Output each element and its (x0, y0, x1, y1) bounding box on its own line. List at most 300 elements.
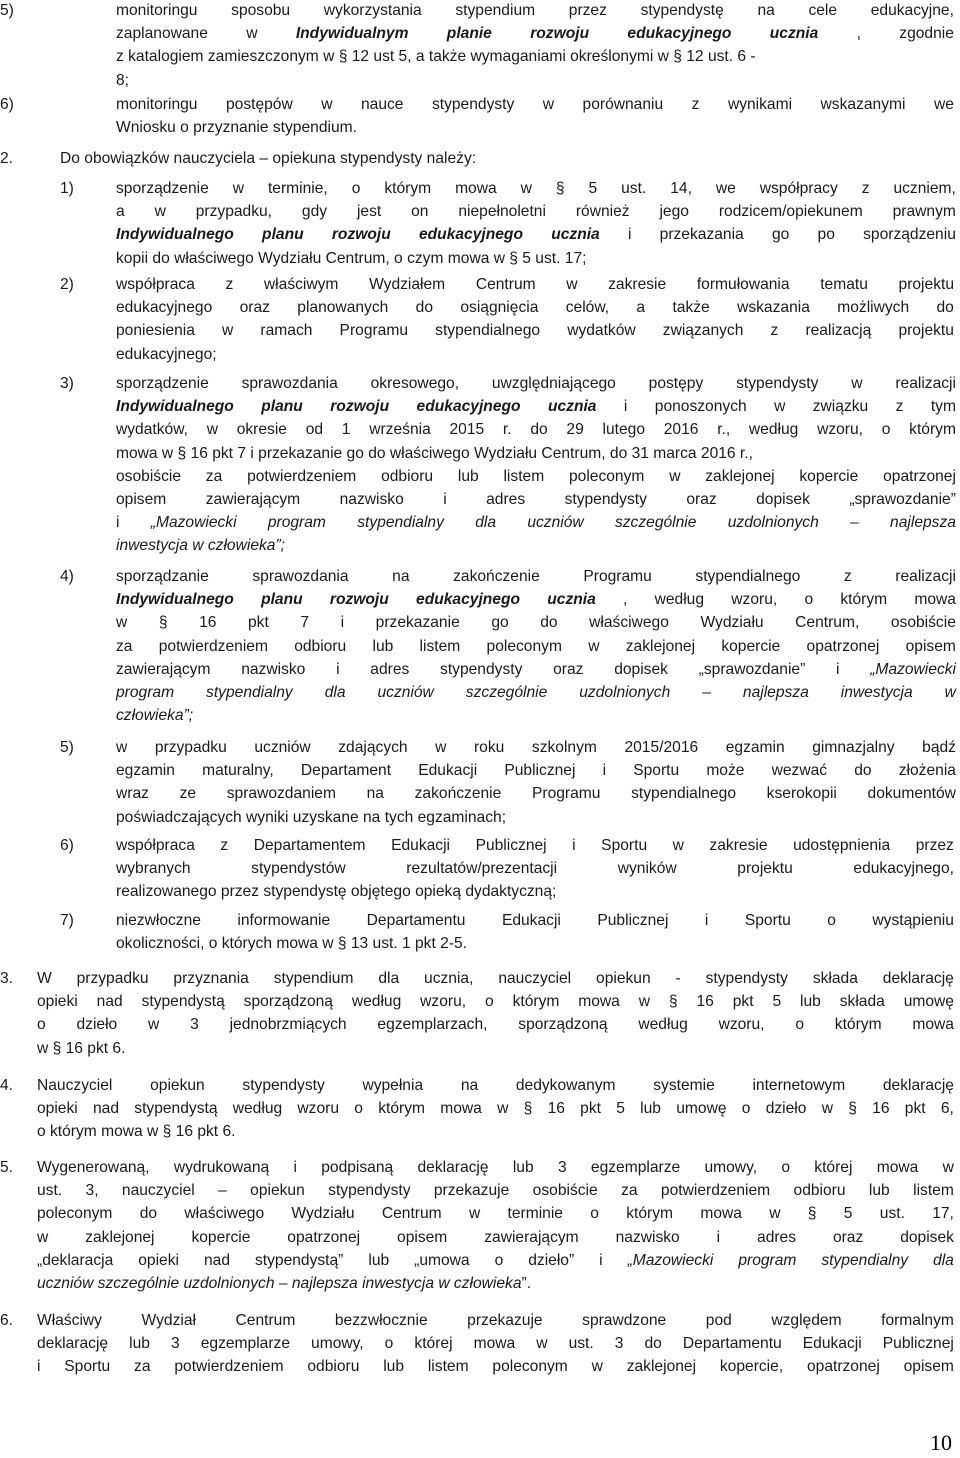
text-run: odbioru (793, 1182, 846, 1200)
text-run: program (267, 514, 326, 532)
text-line (116, 70, 954, 93)
text-run: w (206, 421, 218, 439)
text-run: jego (659, 203, 689, 221)
text-run: rezultatów/prezentacji (406, 860, 558, 878)
text-run: zakresie (709, 837, 768, 854)
text-run: dla (324, 684, 346, 701)
text-run: kopercie (721, 637, 781, 655)
text-run: okresie (236, 421, 287, 439)
list-number: 3. (0, 970, 14, 987)
text-run: egzemplarze (590, 1159, 681, 1176)
text-run: listem (419, 637, 461, 655)
text-run: edukacyjne, (870, 2, 954, 19)
text-run: poświadczających wyniki uzyskane na tych egzaminach; (116, 808, 507, 826)
text-run: i (293, 1159, 297, 1176)
text-run: dokumentów (867, 785, 956, 803)
text-run: Edukacji (802, 1335, 862, 1353)
text-run: sprawozdania (241, 375, 338, 392)
text-run: składa (839, 993, 885, 1011)
text-run: Publicznej (882, 1335, 954, 1353)
text-run: egzemplarze (200, 1335, 290, 1353)
text-run: Sportu (601, 837, 648, 854)
text-run: mowa (912, 1016, 954, 1034)
text-run: za (621, 1182, 638, 1200)
text-line (37, 1356, 954, 1379)
text-run: deklarację (37, 1335, 109, 1353)
text-run: r. (502, 421, 512, 439)
text-run: „deklaracja (37, 1251, 114, 1269)
text-run: ust. (568, 1335, 594, 1353)
text-run: zaklejonej (625, 637, 696, 655)
text-run: pkt (248, 614, 269, 632)
text-run: - (675, 970, 681, 987)
text-run: maturalny, (202, 762, 274, 780)
text-run: mowa (578, 993, 620, 1011)
text-run: dopisek (614, 660, 668, 678)
text-run: lub (457, 467, 479, 485)
text-run: kopercie, (719, 1358, 784, 1376)
text-run: planie (446, 25, 492, 43)
text-run: 17, (932, 1205, 954, 1223)
text-run: poleconym (568, 467, 645, 485)
text-run: realizacją (805, 322, 872, 340)
text-run: o (781, 1159, 791, 1176)
text-run: w (942, 1159, 954, 1176)
text-run: uzdolnionych (579, 684, 671, 701)
text-run: planu (262, 226, 304, 244)
text-run: w (468, 1205, 481, 1223)
text-line (37, 1157, 954, 1180)
text-run: § (158, 614, 168, 632)
text-run: § (848, 1100, 857, 1118)
text-run: we (715, 180, 736, 197)
text-run: stypendialny (821, 1251, 909, 1269)
text-run: 2015 (449, 421, 485, 439)
text-run: a (116, 203, 125, 221)
text-run: „umowa (414, 1251, 470, 1269)
text-run: lub (383, 1358, 405, 1376)
text-run: Departament (300, 762, 392, 780)
list-number: 6) (0, 96, 14, 113)
text-line (116, 737, 956, 760)
text-run: którym (909, 421, 956, 439)
text-run: postępy (648, 375, 704, 392)
text-run: kopercie (191, 1228, 251, 1246)
text-run: Wydziału (291, 1205, 355, 1223)
text-run: którym (834, 1016, 882, 1034)
text-line (116, 933, 954, 956)
text-run: wezwać (771, 762, 828, 780)
text-run: zawierającym (116, 660, 211, 678)
text-run: w (536, 1335, 548, 1353)
text-run: wykorzystania (323, 2, 422, 19)
text-run: z (220, 837, 229, 854)
text-run: właściwego (184, 1205, 265, 1223)
text-run: może (706, 762, 745, 780)
text-run: do (139, 1205, 158, 1223)
text-run: – (218, 1182, 227, 1200)
text-run: o (354, 1100, 363, 1118)
text-run: poleconym (37, 1205, 113, 1223)
text-run: edukacyjnego (116, 299, 213, 317)
text-run: planu (261, 591, 303, 609)
text-run: wzoru (297, 1100, 340, 1118)
text-run: Edukacji (418, 762, 478, 780)
text-run: przekazania (659, 226, 744, 244)
text-run: stypendium (273, 970, 354, 987)
text-run: której (814, 1159, 853, 1176)
text-run: umowę (676, 1100, 727, 1118)
text-run: 5 (616, 1100, 625, 1118)
text-run: Departamentu (366, 912, 466, 929)
text-run: adres (757, 1228, 797, 1246)
text-run: lutego (602, 421, 646, 439)
text-run: mowa (473, 1335, 516, 1353)
text-run: rozwoju (329, 591, 389, 609)
text-run: nauce (360, 96, 404, 113)
text-run: cele (808, 2, 838, 19)
text-run: go (771, 226, 790, 244)
text-run: o którym mowa w § 16 pkt 6. (37, 1123, 236, 1141)
text-run: człowieka”; (116, 707, 194, 725)
text-run: w (37, 1228, 49, 1246)
text-run: mowa w § 16 pkt 7 i przekazanie go do właściwego Wydziału Centrum, do 31 marca 2016 r., (116, 444, 753, 462)
text-run: sporządzenie (116, 375, 209, 392)
text-run: lub (868, 1182, 890, 1200)
text-run: , (623, 591, 628, 609)
text-line (116, 46, 954, 69)
text-run: okoliczności, o których mowa w § 13 ust. 1 pkt 2-5. (116, 935, 468, 953)
text-run: w (542, 96, 555, 113)
text-run: w (851, 375, 863, 392)
text-run: zdających (338, 739, 408, 756)
text-run: roku (473, 739, 505, 756)
text-run: lub (512, 1159, 534, 1176)
text-run: informowanie (237, 912, 331, 929)
text-run: odbioru (307, 1358, 360, 1376)
text-run: stypendysty (431, 96, 515, 113)
text-run: możliwych (837, 299, 910, 317)
text-run: według (638, 1016, 688, 1034)
text-run: i (443, 491, 447, 508)
text-run: umowy, (311, 1335, 364, 1353)
text-line (37, 1121, 954, 1144)
list-number: 6) (60, 837, 74, 854)
text-run: inwestycja (840, 684, 913, 701)
text-run: mowa (700, 1205, 742, 1223)
text-run: 5 (588, 180, 598, 197)
text-run: dopisek (756, 491, 810, 508)
text-run: opieki (138, 1251, 179, 1269)
text-run: kserokopii (766, 785, 837, 803)
text-run: Wydziałem (369, 276, 446, 293)
text-line (116, 344, 954, 367)
text-run: w (774, 398, 786, 416)
text-run: stypendysty (328, 1182, 411, 1200)
text-run: listem (913, 1182, 954, 1200)
text-run: Właściwy (37, 1312, 102, 1329)
text-run: systemie (653, 1077, 715, 1094)
paragraph-section-4 (0, 1075, 960, 1145)
text-run: 29 (566, 421, 584, 439)
text-run: edukacyjnego (416, 398, 521, 416)
text-run: związanych (662, 322, 744, 340)
paragraph-item-1-6 (0, 94, 960, 140)
text-run: stypendysty (242, 1077, 325, 1094)
text-run: oraz (553, 660, 584, 678)
text-run: Publicznej (504, 762, 576, 780)
text-run: w (246, 25, 258, 43)
text-run: stypendysty (736, 375, 819, 392)
text-line (37, 1180, 954, 1203)
text-run: podpisaną (321, 1159, 394, 1176)
text-run: Indywidualnego (116, 226, 234, 244)
text-run: z katalogiem zamieszczonym w § 12 ust 5, a także wymaganiami określonymi w § 12 ust. 6 - (116, 48, 756, 66)
text-run: , (856, 25, 861, 43)
text-run: i (340, 614, 345, 632)
text-run: dedykowanym (515, 1077, 616, 1094)
list-number: 7) (60, 912, 74, 929)
text-run: opatrzonej (806, 637, 880, 655)
text-run: o (795, 1016, 804, 1034)
text-run: rodzicem/opiekunem (718, 203, 863, 221)
text-line (116, 760, 956, 783)
text-run: 3 (614, 1335, 624, 1353)
text-run: wzoru, (420, 993, 467, 1011)
text-run: współpraca (116, 837, 195, 854)
text-run: stypendialnego (631, 785, 737, 803)
text-run: szkolnym (531, 739, 597, 756)
text-run: stypendystą (134, 1100, 218, 1118)
text-line (116, 682, 956, 705)
text-line (116, 659, 956, 682)
text-run: na (757, 2, 775, 19)
text-run: Publicznej (475, 837, 547, 854)
text-line (37, 1273, 954, 1296)
text-run: na (366, 785, 384, 803)
text-run: przyznania (173, 970, 249, 987)
text-line (116, 443, 956, 466)
text-line (116, 636, 956, 659)
text-run: osobiście (890, 614, 956, 632)
text-run: właściwego (589, 614, 669, 632)
text-run: „Mazowiecki (627, 1251, 714, 1269)
text-line (37, 1038, 954, 1061)
text-run: przez (915, 837, 954, 854)
text-run: 6, (940, 1100, 954, 1118)
text-run: składa (812, 970, 858, 987)
text-run: po (817, 226, 835, 244)
text-run: poleconym (492, 1358, 568, 1376)
text-run: monitoringu (116, 2, 198, 19)
text-run: stypendysty (440, 660, 523, 678)
text-line (116, 535, 956, 558)
text-run: dla (475, 514, 497, 532)
text-run: nazwisko (615, 1228, 680, 1246)
text-line (37, 1310, 954, 1333)
text-line (37, 1333, 954, 1356)
text-line (116, 94, 954, 117)
text-run: Edukacji (501, 912, 561, 929)
list-number: 5) (0, 2, 14, 19)
text-run: dla (378, 970, 400, 987)
text-line (116, 224, 956, 247)
text-run: realizacji (895, 568, 956, 585)
text-run: nauczyciel (498, 970, 572, 987)
text-run: internetowym (752, 1077, 846, 1094)
text-line (116, 705, 956, 728)
text-run: 5 (843, 1205, 853, 1223)
text-run: jest (356, 203, 382, 221)
text-run: edukacyjnego, (853, 860, 954, 878)
text-run: 5 (772, 993, 782, 1011)
text-run: nad (203, 1251, 230, 1269)
text-run: formalnym (881, 1312, 954, 1329)
text-run: „sprawozdanie” (849, 491, 956, 508)
text-run: sprawozdania (252, 568, 349, 585)
text-run: 3, (85, 1182, 99, 1200)
text-run: ust. (621, 180, 647, 197)
text-run: tematu (820, 276, 868, 293)
text-run: rozwoju (530, 25, 590, 43)
text-run: a (636, 299, 646, 317)
text-run: i (716, 1228, 721, 1246)
text-run: umowy, (704, 1159, 758, 1176)
text-line (37, 968, 954, 991)
text-run: poleconym (486, 637, 562, 655)
text-run: przypadku (154, 739, 227, 756)
text-run: w (638, 993, 651, 1011)
text-run: przez (568, 2, 607, 19)
text-run: projektu (898, 322, 954, 340)
text-run: tym (930, 398, 956, 416)
text-run: – (850, 514, 859, 532)
text-run: Do obowiązków nauczyciela – opiekuna stypendysty należy: (60, 150, 477, 167)
text-run: lub (640, 1100, 661, 1118)
text-run: sporządzenie (116, 180, 209, 197)
text-run: planowanych (297, 299, 389, 317)
text-run: oraz (239, 299, 270, 317)
list-number: 5) (60, 739, 74, 756)
text-run: stypendialnego (695, 568, 801, 585)
text-run: zakresie (608, 276, 667, 293)
paragraph-section-2 (0, 148, 960, 171)
text-run: ucznia (547, 398, 597, 416)
text-line (116, 566, 956, 589)
text-run: wybranych (116, 860, 191, 878)
list-number: 6. (0, 1312, 14, 1329)
text-run: Wygenerowaną, (37, 1159, 150, 1176)
text-run: mowa (440, 1100, 482, 1118)
text-run: w (588, 637, 600, 655)
text-run: Sportu (64, 1358, 111, 1376)
text-run: ramach (260, 322, 313, 340)
text-run: w (148, 1016, 160, 1034)
text-run: terminie (507, 1205, 563, 1223)
text-run: o (827, 912, 836, 929)
text-run: potwierdzeniem (158, 637, 268, 655)
text-run: także (672, 299, 710, 317)
text-run: dzieło” (528, 1251, 575, 1269)
paragraph-item-2-6 (0, 835, 960, 905)
text-run: opiekun (250, 1182, 305, 1200)
text-line (116, 466, 956, 489)
text-line (116, 807, 956, 830)
list-number: 3) (60, 375, 74, 392)
text-run: nazwisko (241, 660, 306, 678)
text-run: przypadku (76, 970, 149, 987)
text-run: i (37, 1358, 41, 1376)
text-run: oraz (686, 491, 717, 508)
text-run: ucznia (547, 591, 596, 609)
text-run: ponoszonych (654, 398, 747, 416)
text-run: odbioru (294, 637, 347, 655)
text-run: najlepsza (742, 684, 809, 701)
text-run: egzemplarzach, (377, 1016, 488, 1034)
text-run: stypendysty (564, 491, 647, 508)
text-run: również (575, 203, 630, 221)
text-run: Programu (531, 785, 601, 803)
text-run: wskazanymi (820, 96, 906, 113)
text-run: 16 (199, 614, 217, 632)
text-run: Wydział (141, 1312, 196, 1329)
text-run: stypendystów (251, 860, 346, 878)
text-run: adres (370, 660, 410, 678)
text-line (37, 1250, 954, 1273)
text-run: według (748, 421, 799, 439)
text-run: wypełnia (362, 1077, 424, 1094)
text-run: opatrzonej (883, 467, 956, 485)
text-run: do (540, 614, 558, 632)
text-line (116, 320, 954, 343)
text-run: zaplanowane (116, 25, 208, 43)
paragraph-item-2-2 (0, 274, 960, 367)
text-line (116, 835, 954, 858)
text-run: wraz (116, 785, 149, 803)
paragraph-item-2-3 (0, 373, 960, 559)
text-run: realizowanego przez stypendystę objętego opieką dydaktyczną; (116, 883, 557, 901)
text-run: stypendialny (357, 514, 444, 532)
text-run: ust. (37, 1182, 63, 1200)
text-run: 2016 (663, 421, 699, 439)
text-run: zaklejonej (626, 1358, 697, 1376)
text-run: o (804, 591, 814, 609)
text-run: Programu (339, 322, 409, 340)
text-run: 1 (341, 421, 351, 439)
text-run: edukacyjnego (418, 226, 523, 244)
text-run: r., (717, 421, 731, 439)
text-run: – (702, 684, 711, 701)
text-run: § (555, 180, 565, 197)
text-run: „sprawozdanie” (698, 660, 806, 678)
text-run: Centrum (381, 1205, 442, 1223)
text-run: uczniów (254, 739, 311, 756)
text-run: Centrum (235, 1312, 296, 1329)
text-run: pod (705, 1312, 732, 1329)
text-line (116, 178, 956, 201)
text-run: stypendystą” (254, 1251, 344, 1269)
text-run: 2015/2016 (624, 739, 699, 756)
text-run: w (435, 739, 447, 756)
text-run: listem (427, 1358, 469, 1376)
text-run: o (590, 1205, 599, 1223)
text-run: pkt (904, 1100, 926, 1118)
text-run: zakończenie (414, 785, 502, 803)
text-run: w (672, 837, 684, 854)
text-line (116, 23, 954, 46)
text-run: do (854, 762, 872, 780)
text-run: sporządzoną (518, 1016, 608, 1034)
